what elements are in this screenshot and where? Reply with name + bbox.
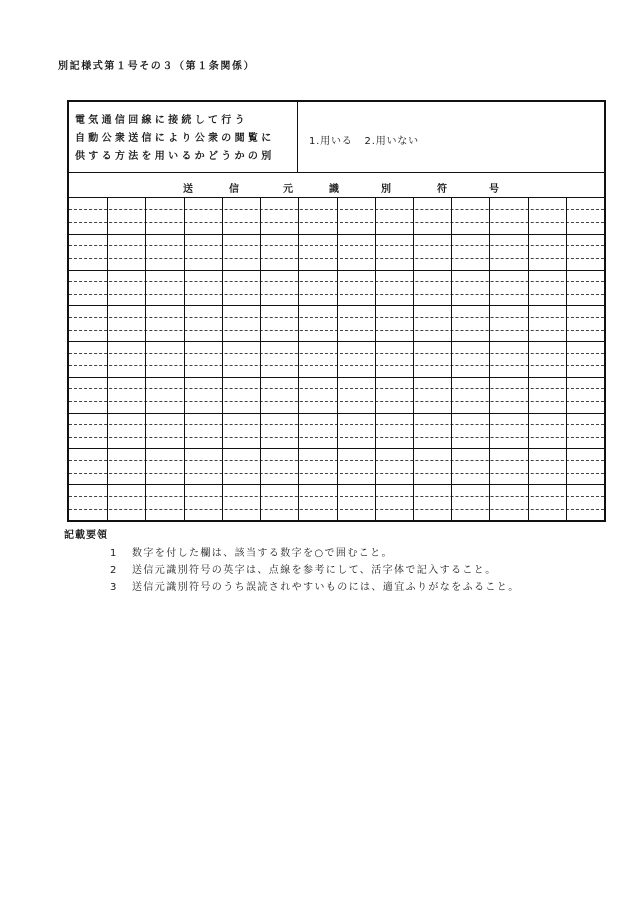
id-header-char: 号 (489, 184, 499, 195)
id-header-char: 元 (283, 184, 293, 195)
grid-column-line (260, 198, 261, 520)
note-text: 数字を付した欄は、該当する数字を○で囲むこと。 (132, 548, 393, 559)
note-number: 3 (110, 582, 118, 593)
question-line-3: 供する方法を用いるかどうかの別 (75, 151, 275, 162)
note-number: 1 (110, 548, 118, 559)
grid-column-line (107, 198, 108, 520)
grid-column-line (489, 198, 490, 520)
grid-column-line (222, 198, 223, 520)
option-not-use[interactable]: 2.用いない (364, 136, 419, 147)
note-text: 送信元識別符号のうち誤読されやすいものには、適宜ふりがなをふること。 (132, 582, 520, 593)
grid-column-line (451, 198, 452, 520)
id-header-char: 別 (381, 184, 391, 195)
grid-column-line (184, 198, 185, 520)
note-item (64, 579, 520, 596)
id-header-char: 送 (183, 184, 193, 195)
grid-column-line (528, 198, 529, 520)
note-number: 2 (110, 565, 118, 576)
grid-column-line (566, 198, 567, 520)
note-item (64, 562, 497, 579)
answer-cell[interactable] (309, 132, 419, 147)
grid-column-line (337, 198, 338, 520)
question-line-2: 自動公衆送信により公衆の閲覧に (75, 133, 275, 144)
notes-section (64, 526, 520, 596)
grid-column-line (298, 198, 299, 520)
sender-id-header (69, 173, 604, 198)
grid-column-line (375, 198, 376, 520)
note-item (64, 545, 393, 562)
option-use[interactable]: 1.用いる (309, 136, 353, 147)
question-label-cell (69, 102, 298, 172)
note-text: 送信元識別符号の英字は、点線を参考にして、活字体で記入すること。 (132, 565, 497, 576)
question-line-1: 電気通信回線に接続して行う (75, 115, 248, 126)
form-title: 別記様式第１号その３（第１条関係） (58, 61, 256, 72)
id-header-char: 符 (437, 184, 447, 195)
grid-column-line (145, 198, 146, 520)
id-header-char: 信 (229, 184, 239, 195)
notes-heading: 記載要領 (64, 530, 108, 541)
form-frame (67, 100, 606, 522)
id-header-char: 識 (329, 184, 339, 195)
grid-column-line (413, 198, 414, 520)
sender-id-grid[interactable] (69, 198, 604, 520)
question-row (69, 102, 604, 173)
